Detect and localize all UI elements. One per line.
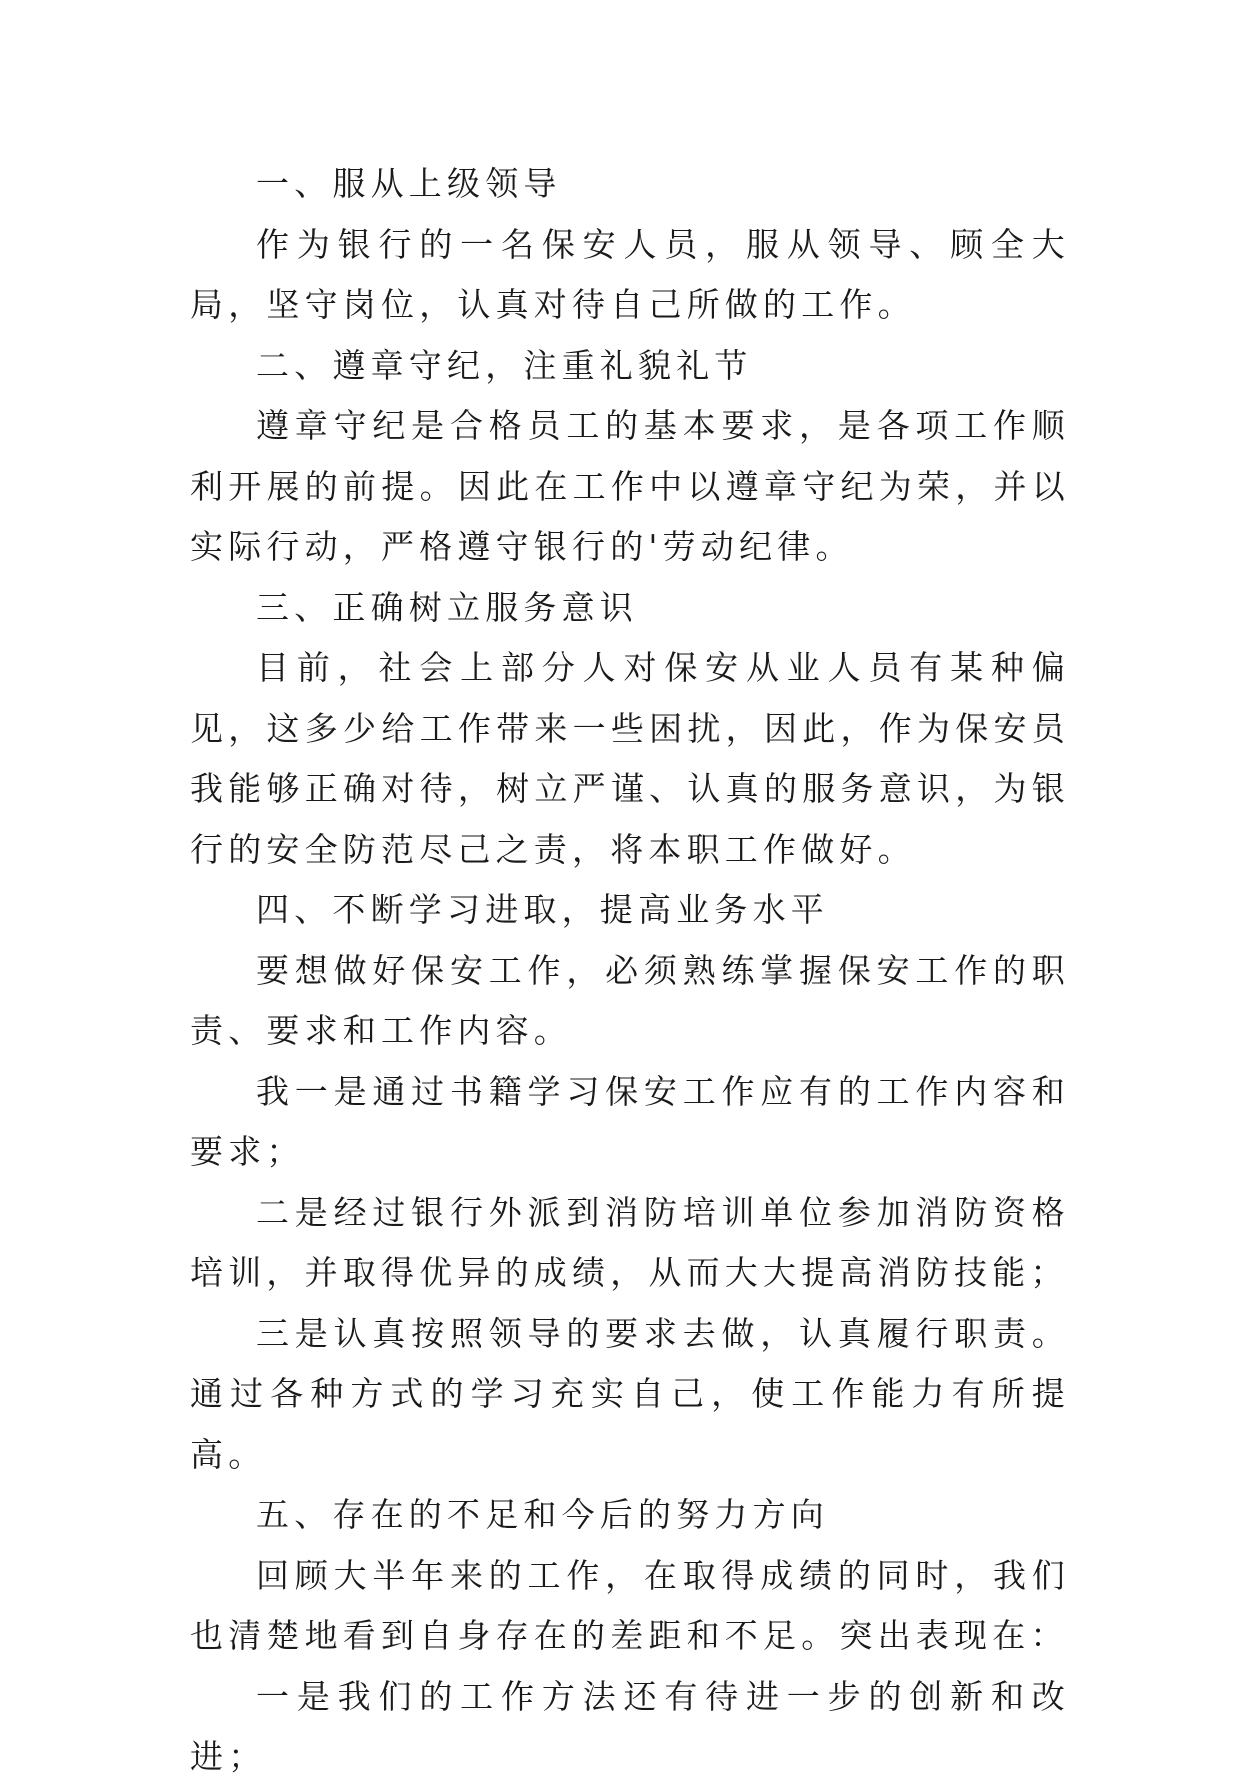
section-heading: 五、存在的不足和今后的努力方向 (256, 1495, 829, 1534)
body-paragraph: 我一是通过书籍学习保安工作应有的工作内容和要求； (190, 1071, 1070, 1171)
body-paragraph: 三是认真按照领导的要求去做，认真履行职责。通过各种方式的学习充实自己，使工作能力有所提高。 (190, 1313, 1070, 1474)
body-paragraph: 遵章守纪是合格员工的基本要求，是各项工作顺利开展的前提。因此在工作中以遵章守纪为荣，并以实际行动，严格遵守银行的'劳动纪律。 (190, 406, 1070, 566)
body-paragraph: 回顾大半年来的工作，在取得成绩的同时，我们也清楚地看到自身存在的差距和不足。突出表现在： (190, 1555, 1070, 1655)
section-heading: 三、正确树立服务意识 (256, 587, 638, 627)
body-paragraph: 目前，社会上部分人对保安从业人员有某种偏见，这多少给工作带来一些困扰，因此，作为保安员我能够正确对待，树立严谨、认真的服务意识，为银行的安全防范尽己之责，将本职工作做好。 (190, 648, 1070, 869)
section-heading: 四、不断学习进取，提高业务水平 (256, 890, 829, 929)
section-heading: 二、遵章守纪，注重礼貌礼节 (256, 345, 753, 385)
body-paragraph: 一是我们的工作方法还有待进一步的创新和改进； (190, 1676, 1070, 1776)
section-heading: 一、服从上级领导 (256, 164, 562, 203)
body-paragraph: 要想做好保安工作，必须熟练掌握保安工作的职责、要求和工作内容。 (190, 950, 1070, 1050)
document-body (190, 154, 1070, 1788)
body-paragraph: 作为银行的一名保安人员，服从领导、顾全大局，坚守岗位，认真对待自己所做的工作。 (190, 224, 1070, 324)
body-paragraph: 二是经过银行外派到消防培训单位参加消防资格培训，并取得优异的成绩，从而大大提高消防技能； (190, 1192, 1070, 1292)
